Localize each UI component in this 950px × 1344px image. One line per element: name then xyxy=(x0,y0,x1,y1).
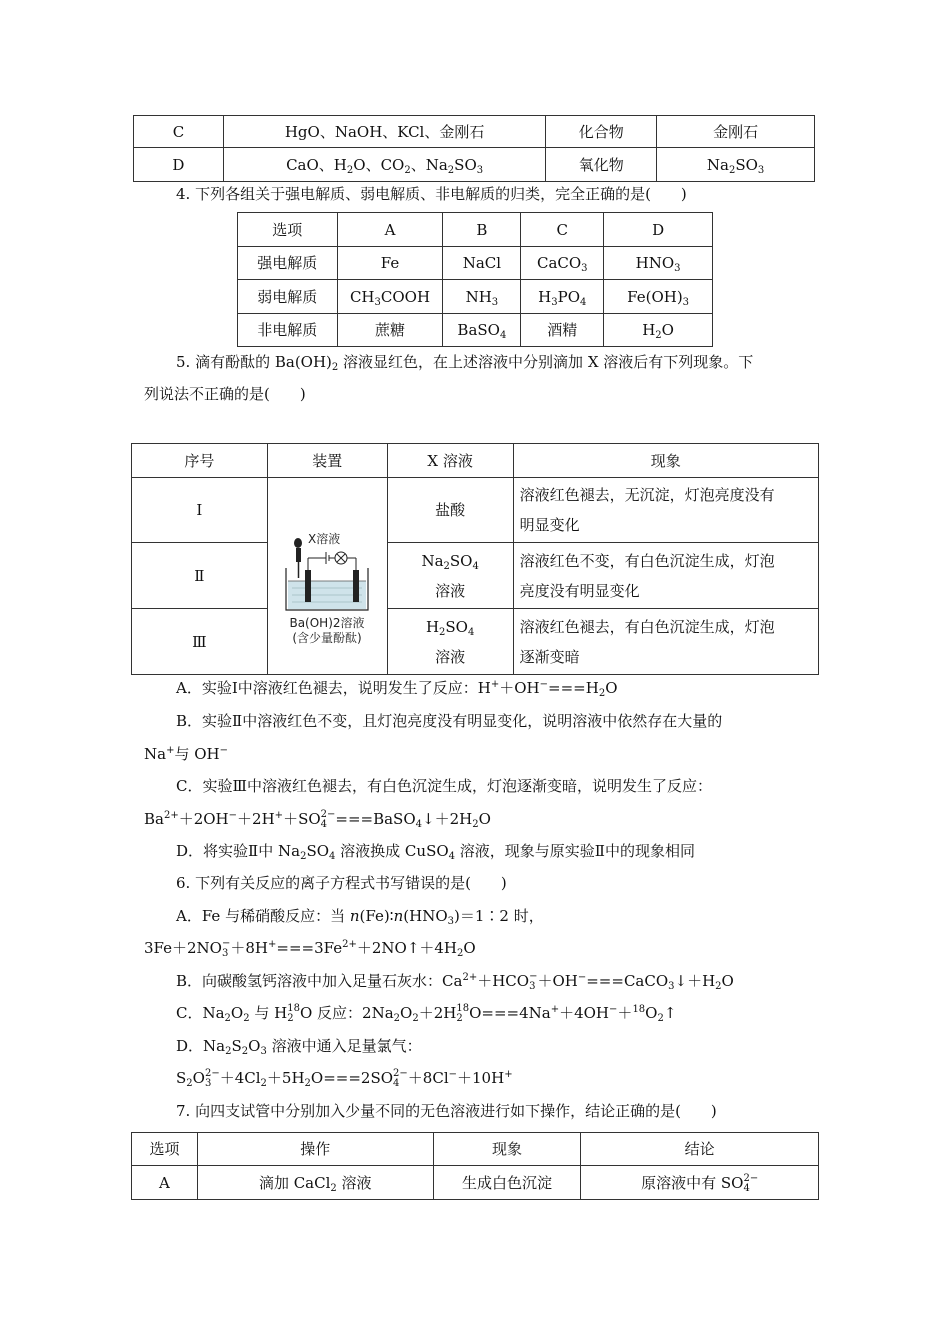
q6-option-b: B．向碳酸氢钙溶液中加入足量石灰水：$Ca^{2+}+HCO$ − 3 $+OH^-===CaCO_3↓+H_2O$ xyxy=(176,971,734,992)
beaker-caption-2: (含少量酚酞) xyxy=(292,631,362,645)
q5-option-c2: $Ba^{2+}+2OH^-+2H^++SO$ 2− 4 $===BaSO_4↓+2H_2O$ xyxy=(144,809,491,830)
cell-category: 氧化物 xyxy=(546,148,657,182)
table-row xyxy=(132,1166,819,1200)
cell-c: $H_3PO_4$ xyxy=(521,280,604,314)
table-row xyxy=(238,280,713,314)
header-cell: 装置 xyxy=(267,444,387,478)
cell-no: Ⅱ xyxy=(132,543,268,609)
header-cell: C xyxy=(521,213,604,247)
cell-option: C xyxy=(134,116,224,148)
cell-odd: 金刚石 xyxy=(657,116,815,148)
cell-phenomenon: 溶液红色不变，有白色沉淀生成，灯泡 亮度没有明显变化 xyxy=(513,543,818,609)
table-row xyxy=(132,609,819,675)
q4-table xyxy=(237,212,713,347)
header-cell: D xyxy=(604,213,713,247)
bulb-icon xyxy=(335,552,347,564)
header-cell: 选项 xyxy=(132,1133,198,1166)
table-row xyxy=(238,247,713,280)
q5-option-b1: B．实验Ⅱ中溶液红色不变，且灯泡亮度没有明显变化，说明溶液中依然存在大量的 xyxy=(176,712,723,730)
cell-substances: HgO、NaOH、KCl、金刚石 xyxy=(223,116,545,148)
cell-b: $NH_3$ xyxy=(443,280,521,314)
q6-option-d2: $S_2O$ 2− 3 $+4Cl_2+5H_2O===2SO$ 2− 4 ＋8Cl−＋10H+ xyxy=(176,1068,513,1089)
table-header-row xyxy=(238,213,713,247)
cell-x: $Na_2SO_4$ 溶液 xyxy=(387,543,513,609)
row-label: 强电解质 xyxy=(238,247,338,280)
header-cell: 序号 xyxy=(132,444,268,478)
row-label: 非电解质 xyxy=(238,314,338,347)
cell-conclusion: 原溶液中有 SO 2− 4 xyxy=(581,1166,819,1200)
q5-option-d: D．将实验Ⅱ中 $Na_2SO_4$ 溶液换成 CuSO$_4$ 溶液，现象与原实验Ⅱ中的现象相同 xyxy=(176,842,695,862)
cell-substances: CaO、$H_2O$、$CO_2$、$Na_2SO_3$ xyxy=(223,148,545,182)
cell-no: Ⅲ xyxy=(132,609,268,675)
cell-phenomenon: 溶液红色褪去，有白色沉淀生成，灯泡 逐渐变暗 xyxy=(513,609,818,675)
beaker-caption-1: Ba(OH)2溶液 xyxy=(289,616,365,630)
apparatus-cell xyxy=(267,478,387,675)
table-row xyxy=(134,148,815,182)
x-solution-label: X溶液 xyxy=(308,532,341,546)
q5-option-a: A．实验Ⅰ中溶液红色褪去，说明发生了反应：$H^++OH^-===H_2O$ xyxy=(176,679,618,699)
cell-c: 酒精 xyxy=(521,314,604,347)
cell-phenomenon: 生成白色沉淀 xyxy=(433,1166,581,1200)
circuit-wire xyxy=(308,552,356,570)
cell-option: A xyxy=(132,1166,198,1200)
q5-option-c1: C．实验Ⅲ中溶液红色褪去，有白色沉淀生成，灯泡逐渐变暗，说明发生了反应： xyxy=(176,777,712,795)
classification-table xyxy=(133,115,815,182)
cell-d: $HNO_3$ xyxy=(604,247,713,280)
q5-table xyxy=(131,443,819,675)
cell-operation: 滴加 CaCl$_2$ 溶液 xyxy=(197,1166,433,1200)
cell-x: 盐酸 xyxy=(387,478,513,543)
cell-x: $H_2SO_4$ 溶液 xyxy=(387,609,513,675)
q6-option-c: C．$Na_2O_2$ 与 H 18 2 O 反应：$2Na_2O_2+2H$ 18 2 $O===4Na^++4OH^-+^{18}O_2↑$ xyxy=(176,1003,677,1024)
header-cell: 现象 xyxy=(433,1133,581,1166)
cell-c: CaCO$_3$ xyxy=(521,247,604,280)
q6-option-a1: A．Fe 与稀硝酸反应：当 $n(Fe)∶n(HNO_3)=1∶2$ 时， xyxy=(176,907,544,927)
table-row xyxy=(238,314,713,347)
cell-category: 化合物 xyxy=(546,116,657,148)
header-cell: B xyxy=(443,213,521,247)
table-row xyxy=(132,478,819,543)
table-row xyxy=(134,116,815,148)
header-cell: 结论 xyxy=(581,1133,819,1166)
table-row xyxy=(132,543,819,609)
cell-a: Fe xyxy=(337,247,443,280)
cell-b: BaSO$_4$ xyxy=(443,314,521,347)
cell-d: $H_2O$ xyxy=(604,314,713,347)
cell-a: 蔗糖 xyxy=(337,314,443,347)
header-cell: X 溶液 xyxy=(387,444,513,478)
cell-a: $CH_3COOH$ xyxy=(337,280,443,314)
cell-odd: $Na_2SO_3$ xyxy=(657,148,815,182)
q6-option-a2: 3Fe＋2NO − 3 $+8H^+===3Fe^{2+}+2NO↑+4H_2O$ xyxy=(144,938,476,959)
q6-option-d1: D．$Na_2S_2O_3$ 溶液中通入足量氯气： xyxy=(176,1037,422,1057)
row-label: 弱电解质 xyxy=(238,280,338,314)
q4-stem: 4. 下列各组关于强电解质、弱电解质、非电解质的归类，完全正确的是( ) xyxy=(176,185,687,203)
q7-stem: 7. 向四支试管中分别加入少量不同的无色溶液进行如下操作，结论正确的是( ) xyxy=(176,1102,717,1120)
q5-stem-line1: 5. 滴有酚酞的 $Ba(OH)_2$ 溶液显红色，在上述溶液中分别滴加 X 溶液后有下列现象。下 xyxy=(176,353,754,373)
table-header-row xyxy=(132,1133,819,1166)
cell-phenomenon: 溶液红色褪去，无沉淀，灯泡亮度没有 明显变化 xyxy=(513,478,818,543)
apparatus-diagram xyxy=(268,496,386,646)
header-cell: 操作 xyxy=(197,1133,433,1166)
q5-option-b2: Na+与 OH− xyxy=(144,745,229,763)
table-header-row xyxy=(132,444,819,478)
dropper-icon xyxy=(294,538,302,578)
q5-stem-line2: 列说法不正确的是( ) xyxy=(144,385,306,403)
header-cell: 现象 xyxy=(513,444,818,478)
cell-option: D xyxy=(134,148,224,182)
q6-stem: 6. 下列有关反应的离子方程式书写错误的是( ) xyxy=(176,874,507,892)
header-cell: A xyxy=(337,213,443,247)
cell-no: Ⅰ xyxy=(132,478,268,543)
cell-d: $Fe(OH)_3$ xyxy=(604,280,713,314)
cell-b: NaCl xyxy=(443,247,521,280)
q7-table xyxy=(131,1132,819,1200)
header-cell: 选项 xyxy=(238,213,338,247)
